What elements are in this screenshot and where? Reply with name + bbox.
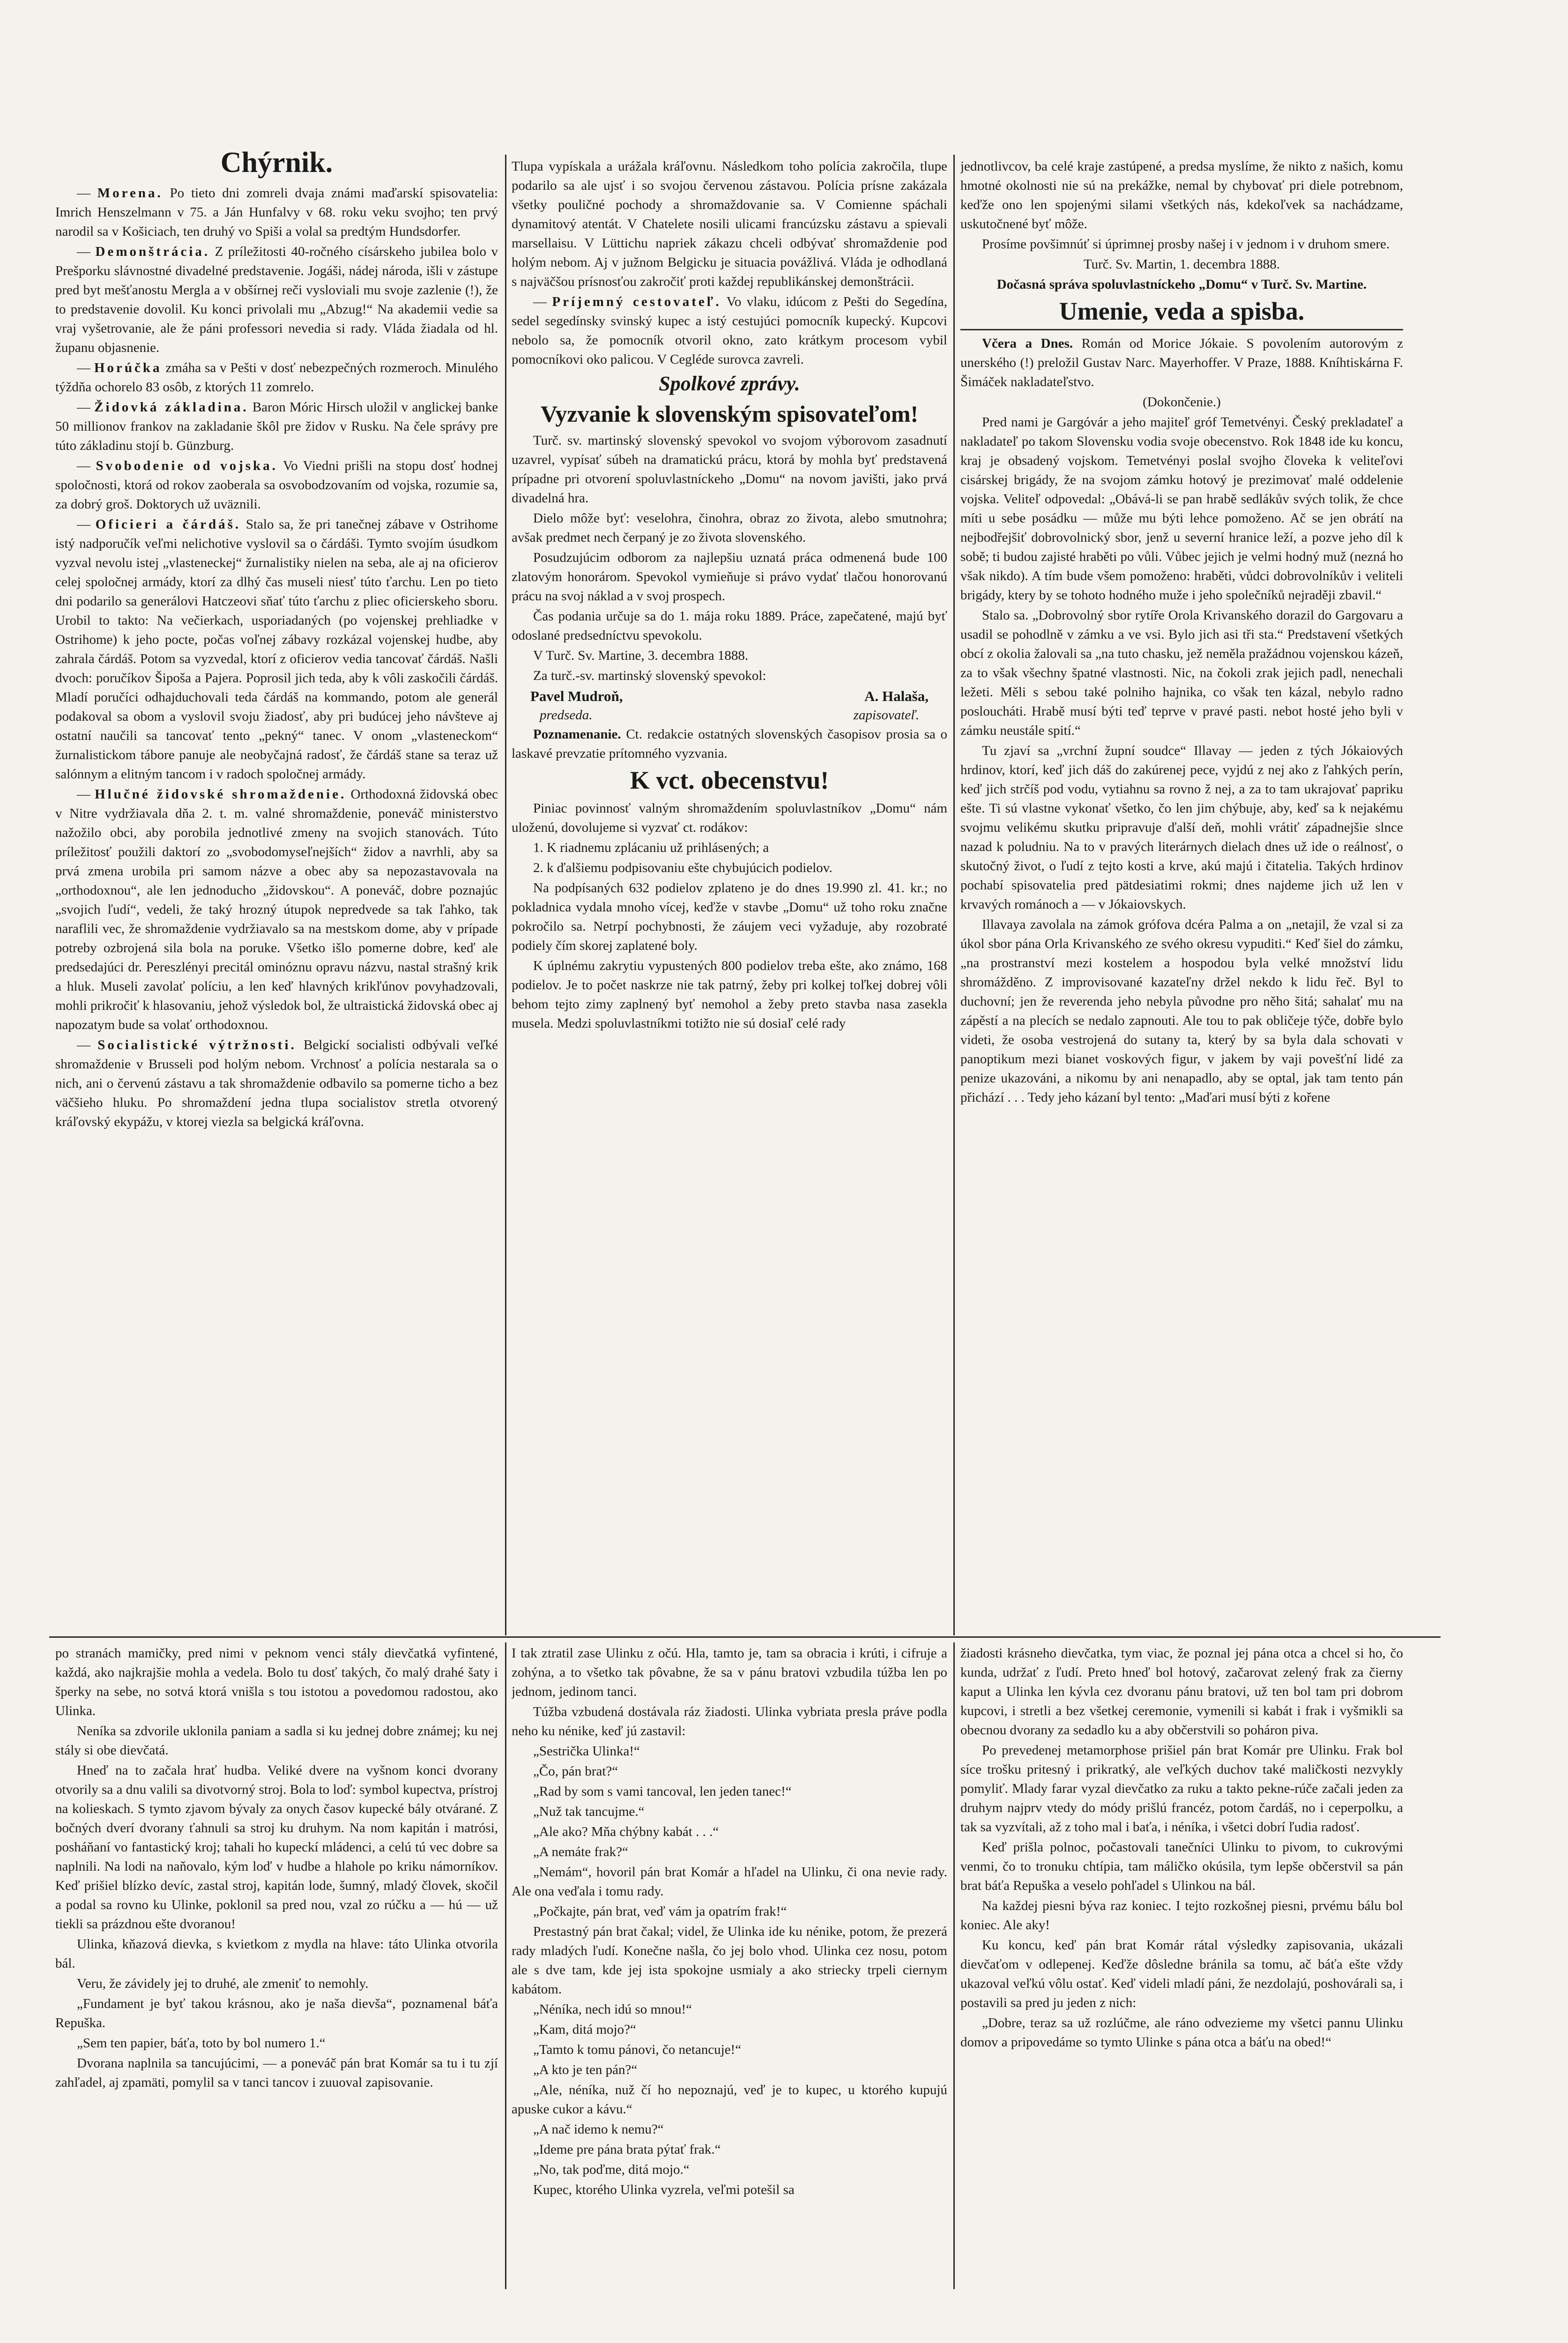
signature-name: Pavel Mudroň, — [530, 688, 623, 704]
dialogue-line: „Ale ako? Mňa chýbny kabát . . .“ — [533, 1824, 719, 1839]
paragraph: Dielo môže byť: veselohra, činohra, obraz zo života, alebo smutnohra; avšak predmet nech čerpaný je zo života slovenského. — [512, 511, 947, 545]
continuation-note: (Dokončenie.) — [1143, 395, 1221, 410]
paragraph: Tu zjaví sa „vrchní župní soudce“ Illavay — jeden z tých Jókaiových hrdinov, ktorí, keď jich dáš do zakúrenej pece, vyjdú z nej ako z ľahkých perín, keď jich strčíš pod vodu, vytiahnu sa rovno ž nej, a za to tam ukrajovať papriku ešte. Ti sú vlastne vykonať všetko, čo len jim chýbuje, aby, keď sa k nejakému svojmu velikému skutku pripravuje ďalší deň, mohli vrátiť západnejšie slnce nazad k poludniu. Na to v pravých literárnych dielach dnes už ide o reálnosť, o skutočný život, o ľudí z tejto kosti a krve, akú majú i čitatelia. Takých hrdinov pochabí spisovatelia pred pätdesiatimi rokmi; dnes najdeme jich už len v krvavých románoch a — v Jókaiovskych. — [960, 743, 1403, 912]
news-item: — Židovká základina. Baron Móric Hirsch uložil v anglickej banke 50 millionov frankov na zakladanie škôl pre židov v Rusku. Na čele správy pre túto základinu stojí b. Günzburg. — [55, 400, 498, 453]
dialogue-line: „Tamto k tomu pánovi, čo netancuje!“ — [533, 2042, 742, 2057]
paragraph: Na podpísaných 632 podielov zplateno je do dnes 19.990 zl. 41. kr.; no pokladnica vydala mnoho vícej, keďže v stavbe „Domu“ už toho roku značne pokročilo sa. Netrpí pochybnosti, že záujem veci vyžaduje, aby rozobraté podiely čím skorej zaplatené boly. — [512, 880, 947, 953]
paragraph: Ulinka, kňazová dievka, s kvietkom z mydla na hlave: táto Ulinka otvorila bál. — [55, 1937, 498, 1971]
paragraph: žiadosti krásneho dievčatka, tym viac, že poznal jej pána otca a chcel si ho, čo kunda, udržať z ľudí. Preto hneď bol hotový, začarovat zelený frak za čierny kaput a Ulinka len kývla cez dvoranu pánu bratovi, už ten bol tam pri dobrom kupcovi, i stretli a bez všetkej ceremonie, vymenili si kabát i frak i vyšmikli sa obecnou dvorany za sedadlo ku a aby občerstvili so poháron piva. — [960, 1646, 1403, 1738]
dialogue-line: „A nemáte frak?“ — [533, 1844, 628, 1859]
dialogue-line: „Nuž tak tancujme.“ — [533, 1804, 645, 1819]
paragraph: Neníka sa zdvorile uklonila paniam a sadla si ku jednej dobre známej; ku nej stály si obe dievčatá. — [55, 1724, 498, 1758]
paragraph: Hneď na to začala hrať hudba. Veliké dvere na vyšnom konci dvorany otvorily sa a dnu valili sa divotvorný stroj. Bola to loď: symbol kupectva, prístroj na kolieskach. S tymto zjavom bývaly za onych časov kupecké bály otvárané. Z bočných dverí dvorany ťahnuli sa stroj ku druhym. Na nom kapitán i matrósi, posháňaní vo fantastický kroj; tahali ho kupeckí mládenci, a celú tú vec dobre sa naplnili. Na lodi na naňovalo, kým loď v hudbe a hlahole po kriku námorníkov. Keď prišiel blízko devíc, zastal stroj, kapitán lode, šumný, mladý človek, skočil a podal sa rovno ku Ulinke, poklonil sa pred nou, vzal zo rúčku a — hú — už tiekli sa prázdnou ešte dvoranou! — [55, 1763, 498, 1932]
signatures — [512, 686, 947, 706]
paragraph: „Sem ten papier, báťa, toto by bol numero 1.“ — [77, 2036, 326, 2051]
bottom-right-column — [960, 1644, 1403, 2288]
dialogue-line: „Rad by som s vami tancoval, len jeden tanec!“ — [533, 1784, 792, 1799]
dialogue-line: „Néníka, nech idú so mnou!“ — [533, 2002, 692, 2017]
dialogue-line: „A nač idemo k nemu?“ — [533, 2122, 664, 2137]
paragraph: Čas podania určuje sa do 1. mája roku 1889. Práce, zapečatené, majú byť odoslané predsedníctvu spevokolu. — [512, 609, 947, 643]
chyrnik-title: Chýrnik. — [220, 147, 333, 179]
paragraph: Včera a Dnes. Román od Morice Jókaie. S povolením autorovým z unerského (!) preložil Gustav Narc. Mayerhoffer. V Praze, 1888. Kníhtiskárna F. Šimáček nakladateľstvo. — [960, 336, 1403, 389]
column-rule — [953, 155, 955, 1635]
dateline: Turč. Sv. Martin, 1. decembra 1888. — [1083, 257, 1280, 272]
paragraph: Ku koncu, keď pán brat Komár rátal výsledky zapisovania, ukázali dievčaťom v odlepenej. Keďže dôsledne bránila sa tomu, ač báťa ešte vždy ukazoval veľkú vôlu ostať. Keď videli mladí páni, že nezdolajú, poshovárali sa, i postavili sa pred ju jeden z nich: — [960, 1938, 1403, 2010]
paragraph: 2. k ďalšiemu podpisovaniu ešte chybujúcich podielov. — [533, 860, 832, 875]
news-item: — Hlučné židovské shromaždenie. Orthodoxná židovská obec v Nitre vydržiavala dňa 2. t. m. valné shromaždenie, poneváč ministerstvo nažožilo obci, aby porobila jednotlivé zmeny na svojich stanovách. Túto príležitosť použili daktorí zo „svobodomyseľnejších“ židov a navrhli, aby sa prvá zmena urobila pri samom názve a obec aby sa nepozastavovala na „orthodoxnou“, ale len jednoducho „židovskou“. A poneváč, dobre poznajúc „svojich ľudí“, vedeli, že taký hrozný útupok nepredvede sa tak ľahko, tak naraflili vec, že shromaždenie vydržiavalo sa na mestskom dome, aby v prípade potreby ozbrojená sila bola na poruke. Všetko išlo pomerne dobre, keď ale predsedajúci dr. Pereszlényi precitál ominóznu opravu názvu, nastal strašný krik a hluk. Museli zavolať políciu, a len keď hlavných krikľúnov povyhadzovali, mohli prikročiť k hlasovaniu, jehož výsledok bol, že ultraistická židovská obec aj napozatym bude sa volať orthodoxnou. — [55, 787, 498, 1032]
dialogue-line: Prestastný pán brat čakal; videl, že Ulinka ide ku nénike, potom, že prezerá rady mladých ľudí. Konečne našla, čo jej bolo vhod. Ulinka cez nosu, potom ale s dve tam, kde jej ista spokojne usmialy a ako striecky trpeli ciernym kabátom. — [512, 1924, 947, 1997]
news-item: — Príjemný cestovateľ. Vo vlaku, idúcom z Pešti do Segedína, sedel segedínsky svinský kupec a istý cestujúci pomocník kupecký. Kupcovi nebolo sa, že pomocník otvoril okno, zato krátkym procesom vybil pomocníkovi oko palicou. V Cegléde surovca zavreli. — [512, 294, 947, 367]
news-item: — Socialistické výtržnosti. Belgickí socialisti odbývali veľké shromaždenie v Brusseli pod holým nebom. Vrchnosť a polícia nestarala sa o nich, ani o červenú zástavu a tak shromaždenie odbavilo sa pomerne ticho a bez väčšieho hluku. Po shromaždení jedna tlupa socialistov stretla otvorený kráľovský ekypážu, v ktorej viezla sa belgická kráľovna. — [55, 1037, 498, 1129]
paragraph: Po prevedenej metamorphose prišiel pán brat Komár pre Ulinku. Frak bol síce trošku pritesný i prikratký, ale veľkých duchov také maličkosti nezvykly pomyliť. Mlady farar vyzal dievčatko za ruku a takto pekne-rúče začali jeden za druhym najprv vtedy do módy prišlú francéz, potom čardáš, no i ceperpolku, a tak sa vyzvítali, až z toho mal i baťa, i néníka, i všetci dobrí ľudia radosť. — [960, 1743, 1403, 1835]
column-rule — [505, 1642, 506, 2289]
paragraph: Turč. sv. martinský slovenský spevokol vo svojom výborovom zasadnutí uzavrel, vypísať súbeh na dramatickú prácu, ktorá by mohla byť predstavená prípadne pri otvorení spoluvlastníckeho „Domu“ na novom javišti, jako prvá divadelná hra. — [512, 433, 947, 506]
bottom-left-column — [55, 1644, 498, 2288]
top-right-column — [960, 157, 1403, 1633]
section-rule — [49, 1636, 1441, 1638]
dialogue-line: „Čo, pán brat?“ — [533, 1764, 618, 1779]
note: Poznamenanie. Ct. redakcie ostatných slovenských časopisov prosia sa o laskavé prevzatie prítomného vyzvania. — [512, 727, 947, 761]
news-item: — Oficieri a čárdáš. Stalo sa, že pri tanečnej zábave v Ostrihome istý nadporučík veľmi nelichotive vyslovil sa o čárdáši. Tymto svojím úsudkom vyzval nevolu istej „vlasteneckej“ žurnalistiky nielen na seba, ale aj na oficierov celej spoločnej armády, ktorí za dlhý čas museli niesť túto ťarchu. Len po tieto dni podarilo sa generálovi Hatczeovi sňať túto ťarchu z pliec oficierskeho sboru. Urobil to takto: Na večierkach, usporiadaných (po vojenskej prehliadke v Ostrihome) k jeho pocte, počas voľnej zábavy rozkázal vojenskej hudbe, aby zahrala čárdáš. Potom sa vyzvedal, ktorí z oficierov vedia tancovať čárdáš. Našli dvoch: poručíkov Šipoša a Pajera. Poprosil jich teda, aby k vôli zaskočili čárdáš. Mladí poručíci odhajduchovali teda čárdáš na kommando, potom ale generál podakoval sa obom a vyslovil svoju žiadosť, aby pri budúcej jeho návšteve aj ostatní naučili sa tancovať tento „pekný“ tanec. V onom „vlasteneckom“ žurnalistickom tábore panuje ale neobyčajná radosť, že čárdáš stane sa teraz už salónnym a elitným tancom i v radoch spoločnej armády. — [55, 517, 498, 782]
top-left-column — [55, 56, 498, 1631]
section-title: Umenie, veda a spisba. — [960, 296, 1403, 330]
section-title: Spolkové zprávy. — [659, 372, 800, 395]
column-rule — [953, 1642, 955, 2289]
dialogue-line: „Počkajte, pán brat, veď vám ja opatrím frak!“ — [533, 1904, 787, 1919]
dialogue-line: „Nemám“, hovoril pán brat Komár a hľadel na Ulinku, či ona nevie rady. Ale ona veďala i tomu rady. — [512, 1865, 947, 1899]
dialogue-line: „No, tak poďme, ditá mojo.“ — [533, 2162, 690, 2177]
news-item: — Morena. Po tieto dni zomreli dvaja známi maďarskí spisovatelia: Imrich Henszelmann v 75. a Ján Hunfalvy v 68. roku veku svojho; ten prvý narodil sa v Košiciach, ten druhý vo Spiši a volal sa predtým Hundsdorfer. — [55, 186, 498, 239]
paragraph: Pred nami je Gargóvár a jeho majiteľ gróf Temetvényi. Český prekladateľ a nakladateľ po takom Slovensku vodia svoje obecenstvo. Rok 1848 ide ku koncu, kraj je obsadený vojskom. Temetvényi poslal svojho človeka k veliteľovi cisárskej brigády, že na svojom zámku hotový je prezimovať malé oddelenie vojska. Veliteľ odpovedal: „Obává-li se pan hrabě sedlákův svých tolik, že chce míti u sebe posádku — může mu býti lehce pomoženo. Ač se jen obrátí na nejbodřejšiť dobrovolnický sbor, jenž u severní hranice leží, a pozve jeho díl k sobě; ti budou zajisté hraběti po vůli. Vůbec jejich je velmi hodný muž (nezná ho však nikdo). A tím bude všem pomoženo: hraběti, vůdci dobrovolníkův i veliteli brigády, ktery by se tohoto hodného muže i jeho společníků nejraději zbavil.“ — [960, 415, 1403, 603]
dialogue-line: Kupec, ktorého Ulinka vyzrela, veľmi potešil sa — [533, 2182, 795, 2197]
dialogue-line: „Ale, néníka, nuž čí ho nepoznajú, veď je to kupec, u ktorého kupujú apuske cukor a kávu.“ — [512, 2082, 947, 2117]
paragraph: I tak ztratil zase Ulinku z očú. Hla, tamto je, tam sa obracia i krúti, i cifruje a zohýna, a to všetko tak pôvabne, že sa v pánu bratovi vzbudila túžba len po jednom, jedinom tanci. — [512, 1646, 947, 1699]
column-rule — [505, 155, 506, 1635]
news-item: — Horúčka zmáha sa v Pešti v dosť nebezpečných rozmeroch. Minulého týždňa ochorelo 83 osôb, z ktorých 11 zomrelo. — [55, 360, 498, 395]
signature-roles — [512, 706, 947, 725]
continuation-text: jednotlivcov, ba celé kraje zastúpené, a predsa myslíme, že nikto z našich, komu hmotné okolnosti nie sú na prekážke, nemal by chybovať pri diele potrebnom, keďže ono len spojenými silami všetkých nás, kdekoľvek sa nachádzame, uskutočnené byť môže. — [960, 159, 1403, 231]
dialogue-line: „Sestrička Ulinka!“ — [533, 1744, 640, 1759]
news-item: — Demonštrácia. Z príležitosti 40-ročného císárskeho jubilea bolo v Prešporku slávnostné divadelné predstavenie. Jogáši, nádej národa, išli v zástupe pred byt mešťanostu Mergla a v obšírnej reči vysloviali mu svoje zazlenie (!), že to predstavenie dovolil. Ku konci privolali mu „Abzug!“ Na akademii vedie sa vraj vyšetrovanie, ale že páni professori nevedia si rady. Vláda žiadala od hl. županu objasnenie. — [55, 244, 498, 355]
top-middle-column — [512, 157, 947, 1633]
signature: Dočasná správa spoluvlastníckeho „Domu“ v Turč. Sv. Martine. — [996, 277, 1367, 292]
paragraph: „Fundament je byť takou krásnou, ako je naša dievša“, poznamenal báťa Repuška. — [55, 1996, 498, 2030]
signature-name: A. Halaša, — [864, 688, 929, 704]
paragraph: Illavaya zavolala na zámok grófova dcéra Palma a on „netajil, že vzal si za úkol sbor pána Orla Krivanského ze svého okresu vypuditi.“ Keď šiel do zámku, „na prostranství mezi kostelem a hospodou byla velké množství lidu shromážděno. Z improvisované kazateľny držel nekdo k lidu řeč. Byl to duchovní; jen že reverenda jeho nebyla původne pro něho šitá; sahalať mu na zápěstí a na plecích se nedalo zapnouti. Ale tou to pak obličeje týče, dobře bylo videti, že osoba vestrojená do sutany ta, který by sa byla dala schovati v panoptikum mezi bianet voskových figur, v jakem by vaji povešťní lidé za penize ukazováni, a nikomu by ani nenapadlo, aby se optal, jak tam tento pán přichází . . . Tedy jeho kázaní byl tento: „Maďari musí býti z kořene — [960, 917, 1403, 1105]
news-item: — Svobodenie od vojska. Vo Viedni prišli na stopu dosť hodnej spoločnosti, ktorá od rokov zaoberala sa osvobodzovaním od vojska, rozumie sa, za dobrý groš. Doktorych už uväznili. — [55, 458, 498, 512]
dialogue-line: „Kam, ditá mojo?“ — [533, 2022, 636, 2037]
bottom-middle-column — [512, 1644, 947, 2288]
paragraph: Túžba vzbudená dostávala ráz žiadosti. Ulinka vybriata presla práve podla neho ku nénike, keď jú zastavil: — [512, 1704, 947, 1739]
paragraph: Piniac povinnosť valným shromaždením spoluvlastníkov „Domu“ nám uloženú, dovolujeme si vyzvať ct. rodákov: — [512, 801, 947, 835]
paragraph: po stranách mamičky, pred nimi v peknom venci stály dievčatká vyfintené, každá, ako najkrajšie mohla a vedela. Bolo tu dosť takých, čo malý drahé šaty i šperky na sebe, no sotvá ktorá vnišla s tou istotou a povedomou radostou, ako Ulinka. — [55, 1646, 498, 1718]
article-title: K vct. obecenstvu! — [630, 766, 829, 794]
paragraph: Veru, že závidely jej to druhé, ale zmeniť to nemohly. — [77, 1976, 369, 1991]
paragraph: „Dobre, teraz sa už rozlúčme, ale ráno odvezieme my všetci pannu Ulinku domov a pripovedáme so tymto Ulinke s pána otca a báťu na obed!“ — [960, 2015, 1403, 2050]
paragraph: Prosíme povšimnúť si úprimnej prosby našej i v jednom i v druhom smere. — [982, 237, 1390, 252]
paragraph: Stalo sa. „Dobrovolný sbor rytíře Orola Krivanského dorazil do Gargovaru a usadil se pohodlně v zámku a ve vsi. Bylo jich asi tři sta.“ Predstavení všetkých obcí z okolia žalovali sa „na tuto chasku, jež neměla pražádnou vojenskou kázeň, za to však všechny špatné vlastnosti. Nic, na čokoli zrak jejich padl, nenechali ležeti. Měli s sebou také polniho hajnika, co však ten kázal, nebylo radno posloucháti. Hrabě musí býti teď teprve v pravé pasti. nebot hosté jeho byli v zámku neustále spití.“ — [960, 608, 1403, 738]
paragraph: Na každej piesni býva raz koniec. I tejto rozkošnej piesni, prvému bálu bol koniec. Ale aky! — [960, 1898, 1403, 1933]
paragraph: Dvorana naplnila sa tancujúcimi, — a poneváč pán brat Komár sa tu i tu zjí zahľadel, aj zpamäti, pomylil sa v tanci tancov i zuuoval zapisovanie. — [55, 2056, 498, 2090]
signature-role: zapisovateľ. — [853, 708, 919, 723]
paragraph: K úplnému zakrytiu vypustených 800 podielov treba ešte, ako známo, 168 podielov. Je to počet naskrze nie tak patrný, žeby pri kolkej toľkej dobrej vôli behom tejto zimy zaplnený byť nemohol a žeby preto stavba nasa zasekla musela. Medzi spoluvlastníkmi totižto nie sú dosiaľ celé rady — [512, 958, 947, 1031]
paragraph: Posudzujúcim odborom za najlepšiu uznatá práca odmenená bude 100 zlatovým honorárom. Spevokol vymieňuje si právo vydať tlačou honorovanú prácu na svoj náklad a v svoj prospech. — [512, 550, 947, 604]
paragraph: 1. K riadnemu zplácaniu už prihlásených; a — [533, 840, 769, 855]
dialogue-line: „A kto je ten pán?“ — [533, 2062, 638, 2077]
article-title: Vyzvanie k slovenským spisovateľom! — [540, 401, 919, 427]
dialogue-line: „Ideme pre pána brata pýtať frak.“ — [533, 2142, 721, 2157]
paragraph: Keď prišla polnoc, počastovali tanečníci Ulinku to pivom, to cukrovými venmi, čo to tronuku chtípia, tam máličko okúsila, tym lepše občerstvil sa pán brat báťa Repuška a veselo pohľadel s Ulinkou na bál. — [960, 1840, 1403, 1893]
signature-role: predseda. — [540, 708, 593, 723]
continuation-text: Tlupa vypískala a urážala kráľovnu. Následkom toho polícia zakročila, tlupe podarilo sa ale ujsť i so svojou červenou zástavou. Polícia prísne zakázala všetky pouličné pochody a shromaždovanie sa. V Comienne spáchali dynamitový atentát. V Chatelete nosili ulicami francúzsku zástavu a spievali marsellaisu. V Lüttichu napriek zákazu chceli odbývať shromaždenie pod holým nebom. Aj v južnom Belgicku je situacia povážlivá. Vláda je odhodlaná s najväčšou prísnosťou zakročiť proti každej republikánskej demonštrácii. — [512, 159, 947, 289]
on-behalf: Za turč.-sv. martinský slovenský spevokol: — [533, 668, 766, 683]
dateline: V Turč. Sv. Martine, 3. decembra 1888. — [533, 648, 749, 663]
